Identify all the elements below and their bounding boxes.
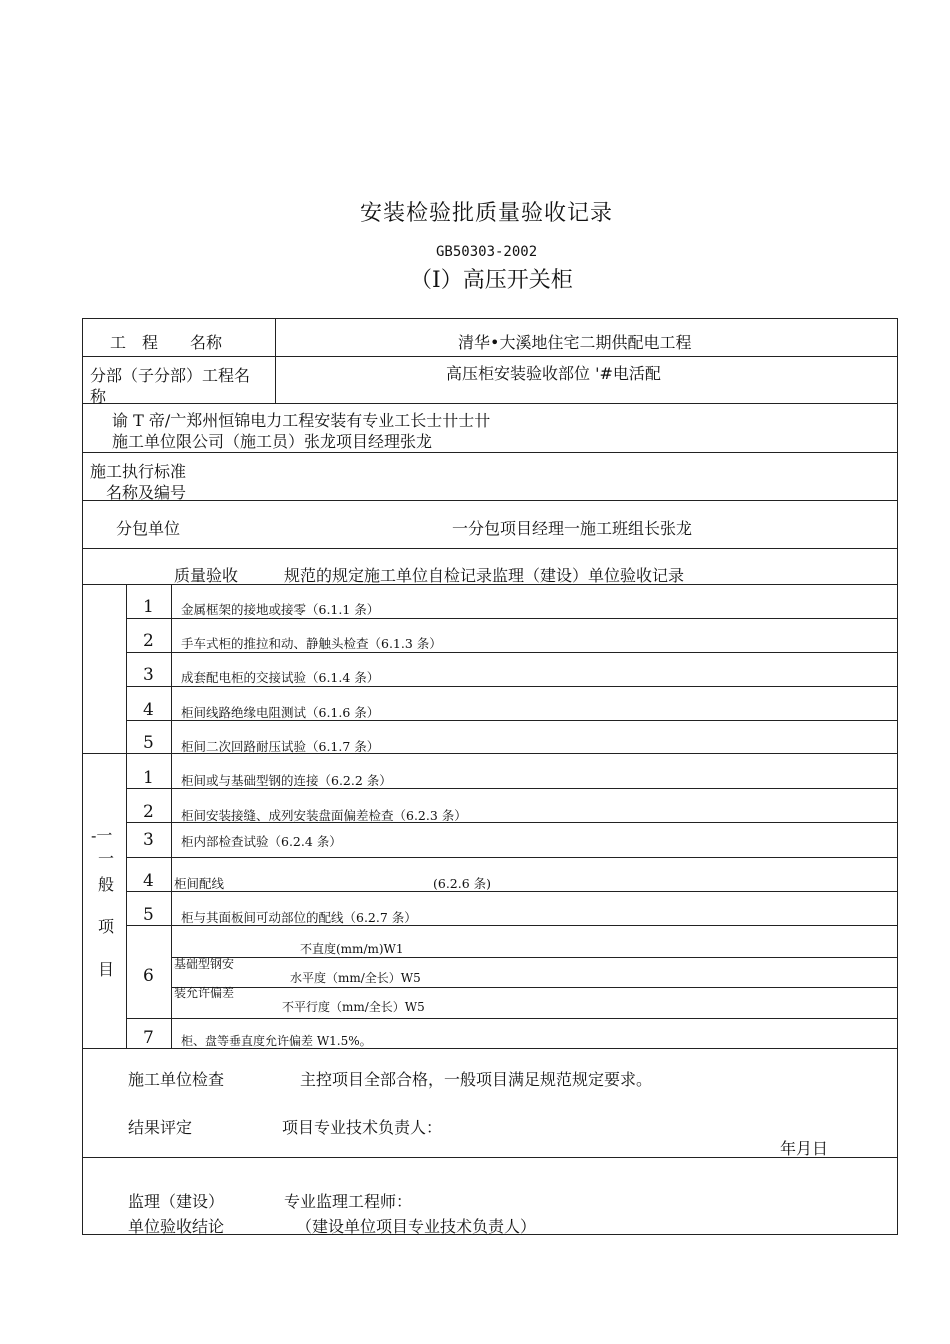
item6-sub: 水平度（mm/全长）W5 — [290, 971, 421, 985]
supervision-label-cont: 单位验收结论 — [128, 1217, 225, 1236]
main-item-text: 成套配电柜的交接试验（6.1.4 条） — [181, 670, 380, 685]
main-item-number: 4 — [143, 700, 154, 720]
quality-header-left: 质量验收 — [174, 566, 239, 585]
subproject-label: 分部（子分部）工程名 — [90, 366, 251, 385]
general-side-label: 项 — [98, 917, 115, 936]
construction-unit-line1: 谕 T 帝/亠郑州恒锦电力工程安装有专业工长士卄士卄 — [112, 411, 491, 430]
project-name-value: 清华•大溪地住宅二期供配电工程 — [458, 333, 692, 352]
general-item-ref: (6.2.6 条) — [433, 876, 492, 891]
general-item-text: 柜间安装接缝、成列安装盘面偏差检查（6.2.3 条） — [181, 808, 467, 823]
general-item-number: 4 — [143, 871, 154, 891]
item6-label-cont: 装允许偏差 — [174, 986, 235, 1000]
construction-unit-line2: 施工单位限公司（施工员）张龙项目经理张龙 — [112, 432, 433, 451]
check-text: 主控项目全部合格，一般项目满足规范规定要求。 — [300, 1070, 653, 1089]
general-item-number: 3 — [143, 830, 154, 850]
general-item-text: 柜内部检查试验（6.2.4 条） — [181, 834, 342, 849]
main-item-text: 金属框架的接地或接零（6.1.1 条） — [181, 602, 380, 617]
general-item-text: 柜与其面板间可动部位的配线（6.2.7 条） — [181, 910, 417, 925]
general-item-number: 2 — [143, 802, 154, 822]
subproject-value: 高压柜安装验收部位 '#电活配 — [446, 364, 661, 383]
document-subtitle: （I）高压开关柜 — [410, 268, 573, 293]
main-item-number: 2 — [143, 631, 154, 651]
main-item-number: 5 — [143, 733, 154, 753]
main-item-text: 手车式柜的推拉和动、静触头检查（6.1.3 条） — [181, 636, 442, 651]
main-item-text: 柜间二次回路耐压试验（6.1.7 条） — [181, 739, 380, 754]
general-item-number: 7 — [143, 1028, 154, 1048]
general-side-label: 目 — [98, 960, 115, 979]
general-item-number: 1 — [143, 768, 154, 788]
supervision-label: 监理（建设） — [128, 1192, 225, 1211]
general-item-number: 5 — [143, 905, 154, 925]
item6-sub: 不直度(mm/m)W1 — [300, 942, 404, 956]
general-side-label: 般 — [98, 875, 115, 894]
date-text: 年月日 — [780, 1139, 829, 1158]
main-item-number: 1 — [143, 597, 154, 617]
general-item-number: 6 — [143, 966, 154, 986]
subproject-label-cont: 称 — [90, 387, 107, 406]
standard-label: 施工执行标准 — [90, 462, 187, 481]
item6-label: 基础型钢安 — [174, 957, 235, 971]
project-name-label: 工 程 名称 — [110, 333, 223, 352]
result-label: 结果评定 — [128, 1118, 193, 1137]
main-item-text: 柜间线路绝缘电阻测试（6.1.6 条） — [181, 705, 380, 720]
subcontract-label: 分包单位 — [116, 519, 181, 538]
general-item-text: 柜间配线 — [174, 876, 225, 891]
subcontract-value: 一分包项目经理一施工班组长张龙 — [452, 519, 693, 538]
result-text: 项目专业技术负责人： — [282, 1118, 443, 1137]
standard-label-cont: 名称及编号 — [106, 483, 187, 502]
general-item-text: 柜间或与基础型钢的连接（6.2.2 条） — [181, 773, 392, 788]
quality-header-right: 规范的规定施工单位自检记录监理（建设）单位验收记录 — [284, 566, 685, 585]
general-side-label: -一 — [91, 826, 113, 845]
check-label: 施工单位检查 — [128, 1070, 225, 1089]
general-side-label: 一 — [98, 849, 115, 868]
document-title: 安装检验批质量验收记录 — [360, 201, 614, 226]
supervision-engineer: 专业监理工程师： — [284, 1192, 413, 1211]
main-item-number: 3 — [143, 665, 154, 685]
supervision-tech-lead: （建设单位项目专业技术负责人） — [296, 1217, 537, 1236]
standard-code: GB50303-2002 — [436, 244, 538, 260]
item6-sub: 不平行度（mm/全长）W5 — [282, 1000, 425, 1014]
general-item-text: 柜、盘等垂直度允许偏差 W1.5%。 — [181, 1034, 372, 1048]
